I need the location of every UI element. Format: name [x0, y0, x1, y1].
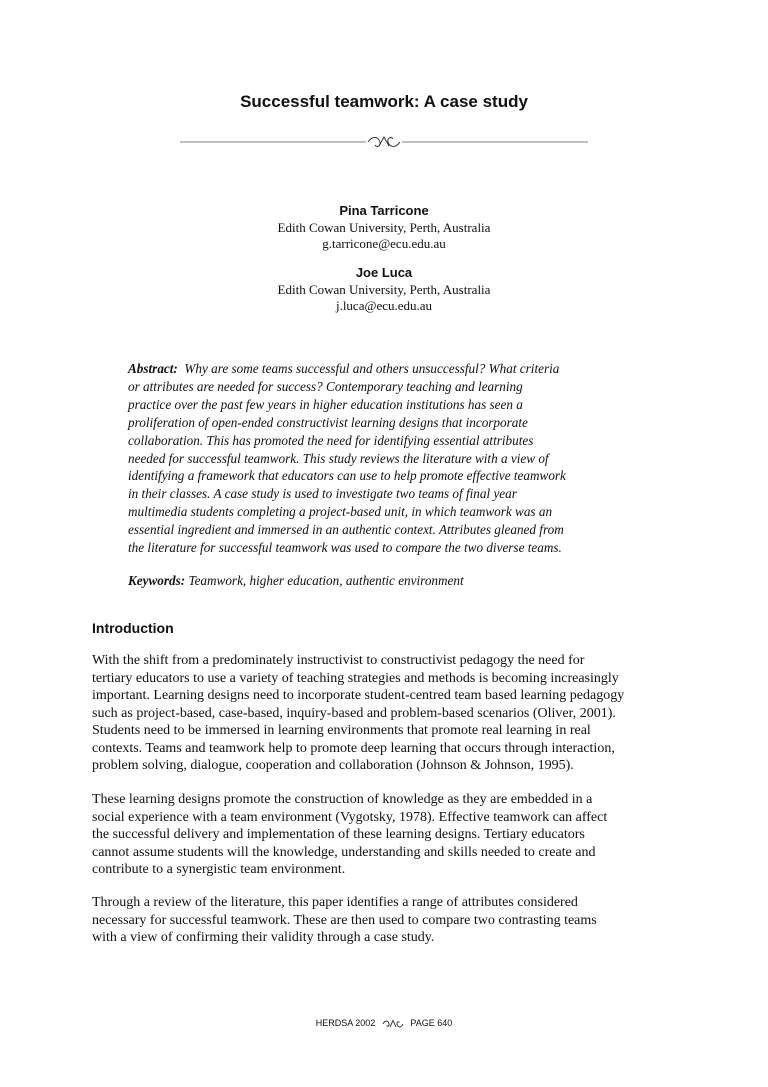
text-line: contexts. Teams and teamwork help to promote deep learning that occurs through interaction,	[92, 740, 615, 756]
flourish-icon	[368, 137, 400, 147]
text-line: contribute to a synergistic team environment.	[92, 862, 346, 877]
author-name: Pina Tarricone	[339, 203, 429, 218]
intro-paragraph-3	[92, 894, 688, 947]
abstract-line: needed for successful teamwork. This study reviews the literature with a view of	[128, 450, 549, 466]
text-line: such as project-based, case-based, inquiry-based and problem-based scenarios (Oliver, 2001).	[92, 705, 616, 721]
author-affiliation: Edith Cowan University, Perth, Australia	[277, 220, 491, 235]
intro-paragraph-2	[92, 791, 688, 879]
text-line: Students need to be immersed in learning environments that promote real learning in real	[92, 723, 591, 738]
abstract-line: collaboration. This has promoted the need for identifying essential attributes	[128, 432, 534, 448]
author-1	[0, 202, 768, 252]
footer-page-number: PAGE 640	[410, 1018, 453, 1028]
text-line: the successful delivery and implementation of these learning designs. Tertiary educators	[92, 827, 585, 842]
ornamental-divider	[180, 134, 588, 150]
abstract-line: multimedia students completing a project-based unit, in which teamwork was an	[128, 504, 553, 520]
abstract	[128, 360, 648, 557]
keywords	[128, 572, 648, 590]
page-footer	[0, 1018, 768, 1029]
abstract-text: Why are some teams successful and others unsuccessful? What criteria	[184, 361, 560, 376]
section-heading-introduction: Introduction	[92, 620, 174, 636]
author-affiliation: Edith Cowan University, Perth, Australia	[277, 282, 491, 297]
author-name: Joe Luca	[355, 265, 413, 280]
author-email: g.tarricone@ecu.edu.au	[322, 236, 446, 251]
text-line: social experience with a team environment (Vygotsky, 1978). Effective teamwork can affect	[92, 809, 608, 825]
flourish-icon	[382, 1019, 404, 1029]
text-line: tertiary educators to use a variety of teaching strategies and methods is becoming increasingly	[92, 670, 619, 686]
abstract-line: practice over the past few years in higher education institutions has seen a	[128, 396, 523, 412]
abstract-line	[128, 360, 648, 378]
abstract-line: in their classes. A case study is used to investigate two teams of final year	[128, 486, 517, 502]
abstract-line: identifying a framework that educators can use to help promote effective teamwork	[128, 468, 566, 484]
text-line: problem solving, dialogue, cooperation and collaboration (Johnson & Johnson, 1995).	[92, 758, 574, 773]
paper-title: Successful teamwork: A case study	[240, 92, 528, 111]
text-line: With the shift from a predominately instructivist to constructivist pedagogy the need for	[92, 653, 585, 668]
keywords-text: Teamwork, higher education, authentic environment	[188, 573, 464, 588]
text-line: with a view of confirming their validity through a case study.	[92, 930, 435, 945]
keywords-label: Keywords:	[128, 573, 186, 588]
text-line: important. Learning designs need to incorporate student-centred team based learning pedagogy	[92, 688, 625, 703]
text-line: cannot assume students will the knowledge, understanding and skills needed to create and	[92, 844, 596, 860]
author-2	[0, 264, 768, 314]
text-line: necessary for successful teamwork. These are then used to compare two contrasting teams	[92, 912, 597, 928]
text-line: Through a review of the literature, this paper identifies a range of attributes considered	[92, 895, 578, 910]
text-line: These learning designs promote the construction of knowledge as they are embedded in a	[92, 792, 593, 807]
abstract-line: proliferation of open-ended constructivist learning designs that incorporate	[128, 414, 528, 430]
abstract-line: the literature for successful teamwork was used to compare the two diverse teams.	[128, 540, 562, 556]
intro-paragraph-1	[92, 652, 688, 775]
footer-conference: HERDSA 2002	[315, 1018, 376, 1028]
author-email: j.luca@ecu.edu.au	[335, 298, 433, 313]
abstract-line: or attributes are needed for success? Contemporary teaching and learning	[128, 378, 523, 394]
abstract-line: essential ingredient and immersed in an authentic context. Attributes gleaned from	[128, 522, 564, 538]
abstract-label: Abstract:	[128, 361, 178, 376]
